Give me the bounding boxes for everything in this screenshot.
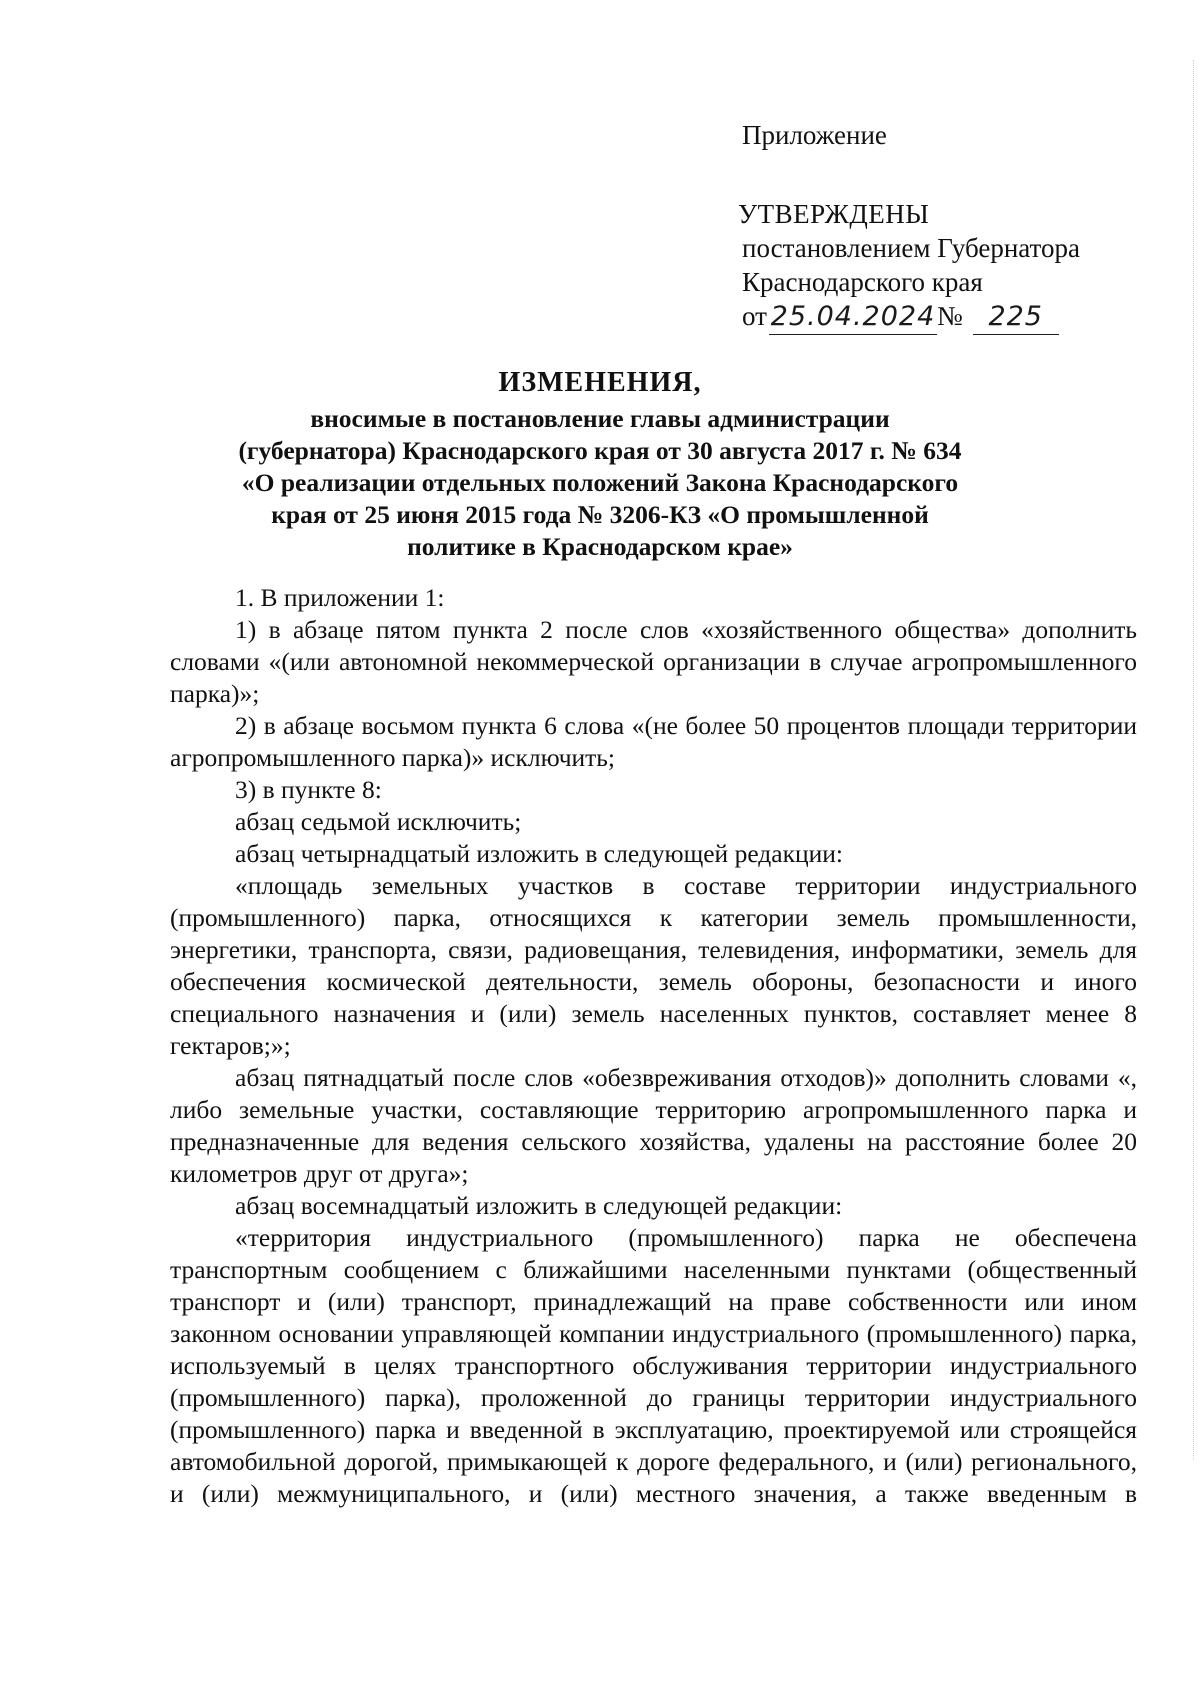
appendix-label: Приложение: [742, 120, 887, 150]
paragraph-eighteenth-text: «территория индустриального (промышленного) парка не обеспечена транспортным сообщением с ближайшими населенными пунктами (общественный транспорт и (или) транспорт, принадлежащий на праве собственности или ином законном основании управляющей компании индустриального (промышленного) парка, используемый в целях транспортного обслуживания территории индустриального (промышленного) парка), проложенной до границы территории индустриального (промышленного) парка и введенной в эксплуатацию, проектируемой или строящейся автомобильной дорогой, примыкающей к дороге федерального, и (или) регионального, и (или) межмуниципального, и (или) местного значения, а также введенным в: [170, 1223, 1137, 1508]
approval-date-line: [742, 299, 1080, 335]
paragraph-fourteenth-text: «площадь земельных участков в составе территории индустриального (промышленного) парка, относящихся к категории земель промышленности, энергетики, транспорта, связи, радиовещания, телевидения, информатики, земель для обеспечения космической деятельности, земель обороны, безопасности и иного специального назначения и (или) земель населенных пунктов, составляет менее 8 гектаров;»;: [170, 871, 1137, 1060]
heading-line: (губернатора) Краснодарского края от 30 августа 2017 г. № 634: [238, 436, 962, 465]
paragraph-section-1: 1. В приложении 1:: [235, 583, 445, 612]
from-label: от: [742, 301, 767, 331]
paragraph-delete-seventh: абзац седьмой исключить;: [235, 807, 522, 836]
paragraph-fourteenth-intro: абзац четырнадцатый изложить в следующей редакции:: [235, 839, 844, 868]
heading-line: вносимые в постановление главы администрации: [310, 404, 890, 433]
approved-label: УТВЕРЖДЕНЫ: [738, 199, 930, 229]
document-title: ИЗМЕНЕНИЯ,: [498, 367, 702, 398]
approved-region-line: Краснодарского края: [742, 267, 983, 297]
handwritten-number: 225: [973, 300, 1059, 335]
heading-line: «О реализации отдельных положений Закона Краснодарского: [241, 468, 959, 497]
heading-line: политике в Краснодарском крае»: [407, 532, 793, 561]
handwritten-date: 25.04.2024: [769, 300, 937, 335]
approval-block: [738, 118, 1080, 335]
paragraph-item-3: 3) в пункте 8:: [235, 775, 382, 804]
paragraph-eighteenth-intro: абзац восемнадцатый изложить в следующей редакции:: [235, 1191, 843, 1220]
approved-by-line: постановлением Губернатора: [742, 233, 1080, 263]
heading-line: края от 25 июня 2015 года № 3206-КЗ «О промышленной: [271, 500, 929, 529]
paragraph-item-1: 1) в абзаце пятом пункта 2 после слов «хозяйственного общества» дополнить словами «(или автономной некоммерческой организации в случае агропромышленного парка)»;: [170, 615, 1137, 708]
scan-edge-mark: [1191, 60, 1194, 1460]
paragraph-item-2: 2) в абзаце восьмом пункта 6 слова «(не более 50 процентов площади территории агропромышленного парка)» исключить;: [170, 711, 1137, 772]
paragraph-fifteenth: абзац пятнадцатый после слов «обезвреживания отходов)» дополнить словами «, либо земельные участки, составляющие территорию агропромышленного парка и предназначенные для ведения сельского хозяйства, удалены на расстояние более 20 километров друг от друга»;: [170, 1063, 1137, 1188]
document-body: [170, 582, 1137, 1510]
number-label: №: [936, 301, 963, 331]
document-heading: [150, 363, 1050, 563]
